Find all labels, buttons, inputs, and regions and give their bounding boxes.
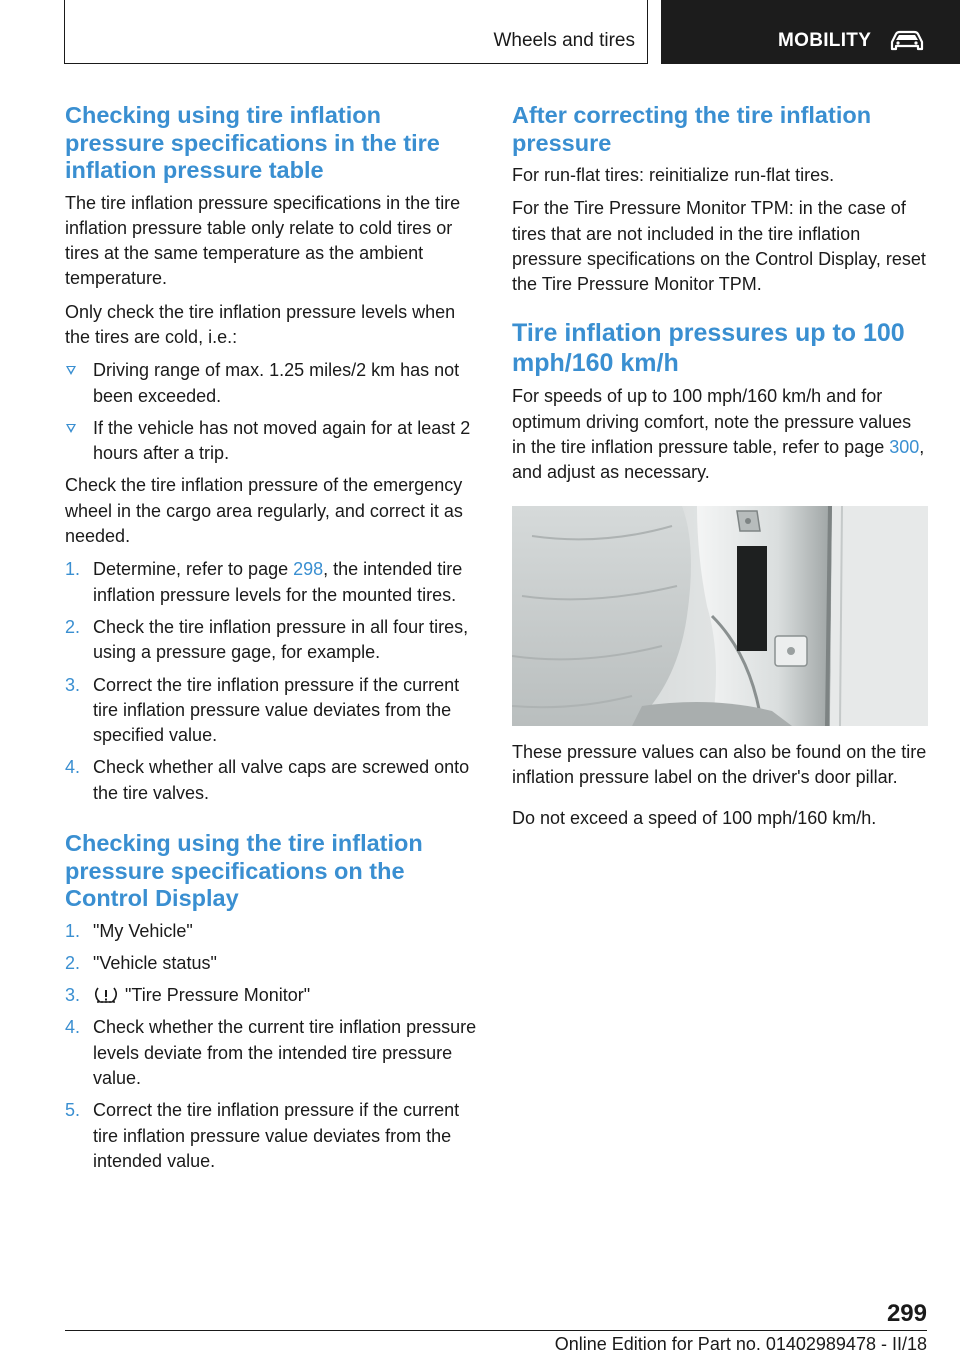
paragraph: These pressure values can also be found on the tire inflation pressure label on the driver's door pillar. (512, 741, 927, 787)
heading-after-correcting: After correcting the tire inflation pressure (512, 102, 872, 156)
edition-note: Online Edition for Part no. 01402989478 - II/18 (554, 1334, 927, 1354)
step-item (65, 755, 480, 806)
step-item (65, 919, 480, 944)
step-number: 3. (65, 674, 81, 695)
header-section-box (64, 0, 648, 64)
step-number: 4. (65, 757, 81, 778)
step-item (65, 615, 480, 666)
step-number: 2. (65, 616, 81, 637)
page-link-298[interactable]: 298 (293, 559, 324, 580)
triangle-bullet-icon (66, 366, 76, 375)
header-chapter-tab (661, 0, 960, 64)
step-number: 5. (65, 1100, 81, 1121)
step-text: Correct the tire inflation pressure if the current tire inflation pressure value deviates from the intended value. (93, 1100, 460, 1171)
triangle-bullet-icon (66, 424, 76, 433)
bullet-item (65, 416, 480, 467)
step-number: 2. (65, 952, 81, 973)
door-pillar-label-photo (512, 506, 928, 726)
right-column (512, 102, 928, 840)
step-text: "My Vehicle" (93, 920, 193, 941)
paragraph: For speeds of up to 100 mph/160 km/h and for optimum driving comfort, note the pressure values in the tire inflation pressure table, refer to page 300, and adjust as necessary. (512, 386, 925, 483)
step-text: Check whether all valve caps are screwed onto the tire valves. (93, 757, 470, 803)
footer-divider (65, 1330, 927, 1331)
step-text: Check the tire inflation pressure in all four tires, using a pressure gage, for example. (93, 616, 469, 663)
step-item (65, 1015, 480, 1091)
step-number: 1. (65, 920, 81, 941)
step-text: "Tire Pressure Monitor" (125, 985, 311, 1006)
paragraph: The tire inflation pressure specifications in the tire inflation pressure table only relate to cold tires or tires at the same temperature as the ambient temperature. (65, 192, 461, 289)
step-number: 3. (65, 985, 81, 1006)
page-link-300[interactable]: 300 (889, 437, 920, 458)
step-text: Correct the tire inflation pressure if the current tire inflation pressure value deviates from the specified value. (93, 674, 460, 746)
section-title: Wheels and tires (493, 30, 635, 51)
car-icon (889, 28, 925, 52)
step-text-pre: Determine, refer to page (93, 559, 294, 580)
paragraph: For the Tire Pressure Monitor TPM: in the case of tires that are not included in the tire inflation pressure specifications on the Control Display, reset the Tire Pressure Monitor TPM. (512, 198, 926, 295)
paragraph: For run-flat tires: reinitialize run-flat tires. (512, 165, 835, 185)
heading-pressures-100mph: Tire inflation pressures up to 100 mph/160 km/h (512, 319, 905, 377)
chapter-title: MOBILITY (778, 30, 872, 51)
page-number: 299 (886, 1300, 927, 1327)
heading-control-display-check: Checking using the tire inflation pressure specifications on the Control Display (65, 830, 423, 912)
step-number: 4. (65, 1017, 81, 1038)
heading-table-check: Checking using tire inflation pressure specifications in the tire inflation pressure table (65, 102, 440, 183)
step-item (65, 673, 480, 749)
step-text-post: , the intended tire inflation pressure levels for the mounted tires. (93, 559, 463, 605)
bullet-item (65, 358, 480, 409)
paragraph: Do not exceed a speed of 100 mph/160 km/h. (512, 808, 877, 829)
paragraph: Check the tire inflation pressure of the emergency wheel in the cargo area regularly, and correct it as needed. (65, 475, 463, 547)
left-column (65, 102, 480, 1181)
step-item (65, 983, 480, 1008)
step-text: "Vehicle status" (93, 952, 217, 973)
step-text: Check whether the current tire inflation pressure levels deviate from the intended tire pressure value. (93, 1017, 477, 1089)
step-number: 1. (65, 559, 81, 580)
step-item (65, 1098, 480, 1174)
step-item (65, 557, 480, 608)
bullet-text: If the vehicle has not moved again for at least 2 hours after a trip. (93, 417, 471, 464)
paragraph: Only check the tire inflation pressure levels when the tires are cold, i.e.: (65, 301, 456, 347)
bullet-text: Driving range of max. 1.25 miles/2 km has not been exceeded. (93, 360, 460, 406)
step-item (65, 951, 480, 976)
tire-pressure-icon (93, 986, 119, 1004)
